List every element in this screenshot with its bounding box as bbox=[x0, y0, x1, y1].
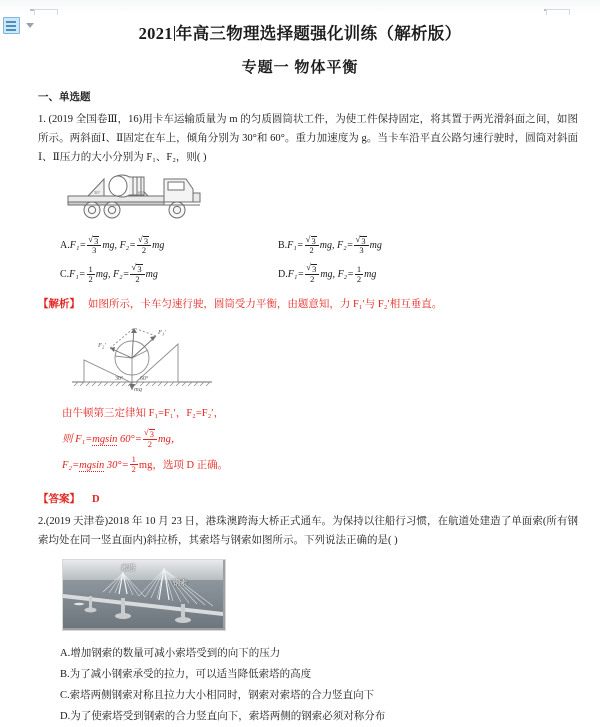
option-b-f2-label: F₂= bbox=[337, 240, 354, 252]
option-d-key: D. bbox=[278, 269, 288, 281]
option-a-f1-label: F₁= bbox=[69, 240, 87, 252]
section-heading: 一、单选题 bbox=[38, 92, 91, 103]
option-c-f2-tail: mg bbox=[145, 269, 158, 281]
question-1-options bbox=[60, 236, 560, 285]
angle-label-right: 60° bbox=[140, 375, 149, 382]
option-a-f2-fraction: √ $\frac{3}{2}$ bbox=[137, 236, 151, 256]
force-label-f2: $F_2'$ bbox=[98, 341, 106, 350]
derivation-line-3: F₂=mgsin 30°= $\frac{1}{2}$ mg，选项 D 正确。 bbox=[62, 454, 229, 475]
option-b-f1-label: F₁= bbox=[287, 240, 304, 252]
cable-stayed-bridge-photo bbox=[62, 559, 226, 631]
analysis-tag: 【解析】 bbox=[38, 298, 80, 310]
page-title bbox=[0, 20, 600, 44]
option-b-f2-fraction: √ $\frac{3}{3}$ bbox=[354, 236, 368, 256]
option-b[interactable] bbox=[278, 236, 382, 256]
answer-tag: 【答案】 bbox=[38, 493, 80, 505]
photo-label-tower: 索塔 bbox=[121, 564, 135, 572]
svg-text:60°: 60° bbox=[138, 190, 145, 195]
derivation-line-3-fraction: $\frac{1}{2}$ bbox=[131, 454, 136, 475]
option-a-f2-tail: mg bbox=[152, 240, 165, 252]
option-b-f1-tail: mg, bbox=[319, 240, 335, 252]
option-c-f2-fraction: √ $\frac{3}{2}$ bbox=[130, 264, 144, 284]
option-d-f1-tail: mg, bbox=[320, 269, 336, 281]
page-subtitle: 专题一 物体平衡 bbox=[241, 60, 359, 76]
question-1-text: 1. (2019 全国卷Ⅲ，16)用卡车运输质量为 m 的匀质圆筒状工件，为使工件保持固定，将其置于两光滑斜面之间，如图所示。两斜面Ⅰ、Ⅱ固定在车上，倾角分别为 30°和 60°。重力加速度为 g。当卡车沿平直公路匀速行驶时，圆筒对斜面Ⅰ、Ⅱ压力的大小分别为 F₁、F₂，则( ) bbox=[38, 114, 578, 163]
derivation-line-2: 则 F₁=mgsin 60°= √ $\frac{3}{2}$ mg， bbox=[62, 434, 181, 445]
option-a-key: A. bbox=[60, 240, 70, 252]
question-2-text: 2.(2019 天津卷)2018 年 10 月 23 日，港珠澳跨海大桥正式通车。为保持以往船行习惯，在航道处建造了单面索(所有钢索均处在同一竖直面内)斜拉桥，其索塔与钢索如图所示。下列说法正确的是( ) bbox=[38, 515, 578, 546]
option-a-f1-fraction: √ $\frac{3}{3}$ bbox=[87, 236, 101, 256]
option-d-f2-fraction: $\frac{1}{2}$ bbox=[356, 263, 362, 284]
option-row-cd bbox=[60, 265, 560, 285]
option-d-f2-label: F₂= bbox=[337, 269, 354, 281]
option-d-f2-tail: mg bbox=[364, 269, 377, 281]
window-top-strip bbox=[0, 0, 600, 14]
q2-option-b[interactable]: B.为了减小钢索承受的拉力，可以适当降低索塔的高度 bbox=[60, 668, 312, 680]
option-d[interactable] bbox=[278, 265, 376, 285]
derivation-line-2-fraction: √ $\frac{3}{2}$ bbox=[143, 429, 157, 449]
document-body bbox=[0, 89, 600, 727]
page-title-prefix: 2021 bbox=[138, 24, 173, 43]
option-c-f2-label: F₂= bbox=[113, 269, 130, 281]
option-a-f2-label: F₂= bbox=[119, 240, 136, 252]
text-cursor bbox=[174, 26, 175, 41]
document-page bbox=[0, 14, 600, 727]
answer-value: D bbox=[92, 493, 100, 505]
derivation-block bbox=[62, 401, 578, 479]
option-c-f1-tail: mg, bbox=[95, 269, 111, 281]
q2-option-c[interactable]: C.索塔两侧钢索对称且拉力大小相同时，钢索对索塔的合力竖直向下 bbox=[60, 689, 375, 701]
analysis-paragraph bbox=[38, 295, 578, 314]
page-title-suffix: 年高三物理选择题强化训练（解析版） bbox=[175, 24, 462, 43]
truck-with-cylinder-diagram bbox=[60, 173, 578, 226]
question-2-options bbox=[60, 643, 578, 727]
q2-option-a[interactable]: A.增加钢索的数量可减小索塔受到的向下的压力 bbox=[60, 647, 281, 659]
answer-paragraph bbox=[38, 491, 578, 506]
option-row-ab bbox=[60, 236, 560, 256]
option-c-f1-fraction: $\frac{1}{2}$ bbox=[88, 263, 93, 284]
option-c-f1-label: F₁= bbox=[69, 269, 86, 281]
option-d-f1-label: F₁= bbox=[287, 269, 305, 281]
q2-option-d[interactable]: D.为了使索塔受到钢索的合力竖直向下，索塔两侧的钢索必须对称分布 bbox=[60, 710, 386, 722]
option-b-f1-fraction: √ $\frac{3}{2}$ bbox=[305, 236, 319, 256]
cylinder-force-diagram bbox=[60, 320, 578, 397]
option-a-f1-tail: mg, bbox=[102, 240, 118, 252]
option-b-key: B. bbox=[278, 240, 288, 252]
photo-label-cable: 钢索 bbox=[173, 579, 187, 587]
force-label-f1: $F_1'$ bbox=[158, 328, 166, 337]
option-b-f2-tail: mg bbox=[369, 240, 382, 252]
option-c-key: C. bbox=[60, 269, 70, 281]
angle-label-left: 30° bbox=[115, 375, 124, 382]
option-c[interactable] bbox=[60, 265, 278, 285]
option-a[interactable] bbox=[60, 236, 278, 256]
analysis-text: 如图所示，卡车匀速行驶，圆筒受力平衡，由题意知，力 F₁′与 F₂′相互垂直。 bbox=[87, 298, 443, 310]
force-label-weight: mg bbox=[134, 385, 142, 392]
derivation-line-1: 由牛顿第三定律知 F₁=F₁′，F₂=F₂′， bbox=[62, 407, 225, 419]
option-d-f1-fraction: √ $\frac{3}{2}$ bbox=[305, 264, 319, 284]
svg-text:30°: 30° bbox=[94, 190, 101, 195]
